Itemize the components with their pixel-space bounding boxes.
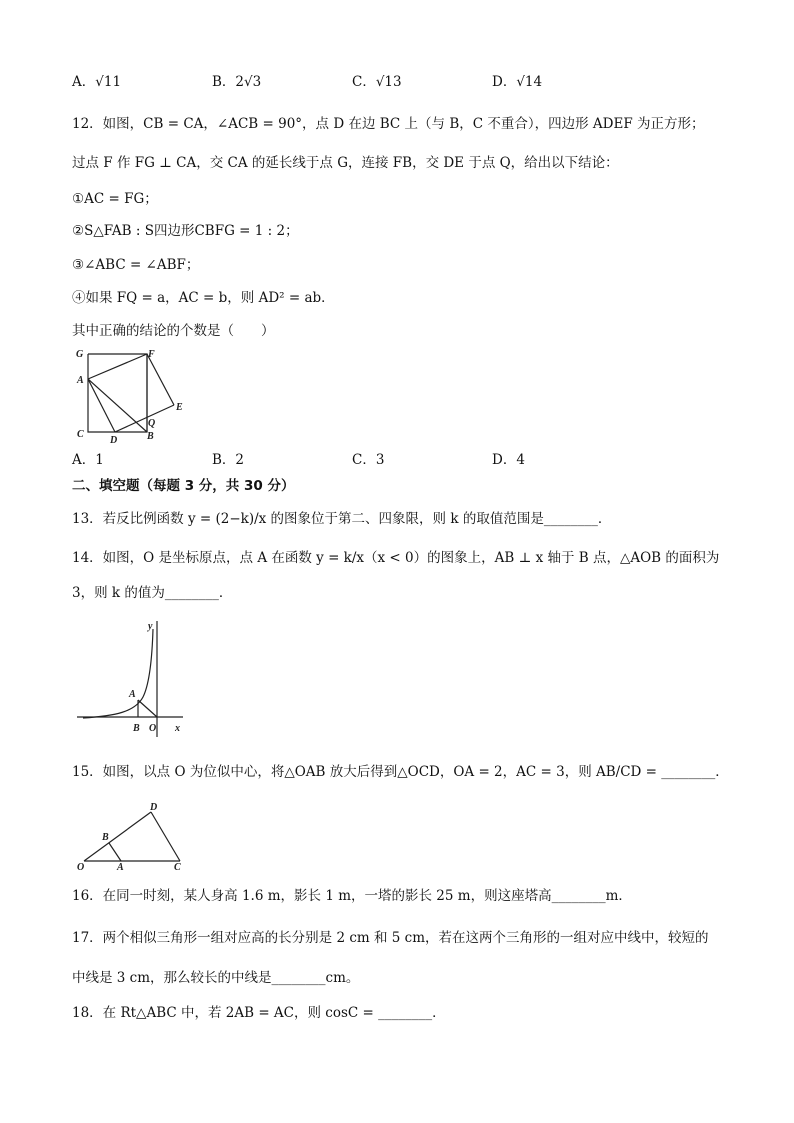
q12-option-d: D．4 [492, 452, 525, 468]
segment-ba [109, 843, 121, 861]
q12-option-a: A．1 [72, 452, 104, 468]
label-c: C [77, 429, 84, 440]
q15-figure [76, 800, 186, 870]
q12-conclusion-1: ①AC = FG； [72, 191, 158, 207]
q12-figure [72, 346, 190, 446]
q13-text: 13．若反比例函数 y = (2−k)/x 的图象位于第二、四象限，则 k 的取值范围是________． [72, 511, 612, 527]
label-o: O [149, 723, 157, 734]
q14-line2: 3，则 k 的值为________． [72, 585, 233, 601]
q12-stem-line1: 12．如图，CB = CA，∠ACB = 90°，点 D 在边 BC 上（与 B，C 不重合），四边形 ADEF 为正方形； [72, 116, 705, 132]
q11-option-c: C．√13 [352, 74, 402, 90]
label-q: Q [148, 418, 156, 429]
label-d: D [110, 435, 118, 446]
q12-conclusion-2: ②S△FAB : S四边形CBFG = 1 : 2； [72, 223, 299, 239]
q12-conclusion-4: ④如果 FQ = a，AC = b，则 AD² = ab． [72, 290, 335, 306]
segment-de [115, 405, 174, 432]
q12-question: 其中正确的结论的个数是（ ） [72, 323, 275, 339]
label-x: x [175, 723, 180, 734]
section-title: 二、填空题（每题 3 分，共 30 分） [72, 478, 295, 494]
label-d: D [150, 802, 158, 813]
label-b: B [102, 832, 109, 843]
segment-ad [88, 379, 115, 432]
q11-option-d: D．√14 [492, 74, 543, 90]
q16-text: 16．在同一时刻，某人身高 1.6 m，影长 1 m，一塔的影长 25 m，则这座塔高________m． [72, 888, 632, 904]
label-f: F [148, 349, 155, 360]
label-g: G [76, 349, 84, 360]
q17-line1: 17．两个相似三角形一组对应高的长分别是 2 cm 和 5 cm，若在这两个三角形的一组对应中线中，较短的 [72, 930, 709, 946]
label-a: A [77, 375, 84, 386]
q18-text: 18．在 Rt△ABC 中，若 2AB = AC，则 cosC = ________． [72, 1005, 446, 1021]
segment-ao [138, 700, 157, 717]
q12-option-c: C．3 [352, 452, 385, 468]
q11-option-b: B．2√3 [212, 74, 262, 90]
q14-line1: 14．如图，O 是坐标原点，点 A 在函数 y = k/x（x < 0）的图象上，AB ⊥ x 轴于 B 点，△AOB 的面积为 [72, 550, 720, 566]
label-o: O [77, 862, 85, 870]
segment-dc [151, 812, 180, 861]
segment-ef [147, 354, 174, 405]
q11-option-a: A．√11 [72, 74, 122, 90]
label-a: A [117, 862, 124, 870]
label-y: y [148, 621, 153, 632]
q12-option-b: B．2 [212, 452, 245, 468]
label-b: B [133, 723, 140, 734]
q14-figure [75, 617, 190, 739]
label-e: E [176, 402, 183, 413]
q12-conclusion-3: ③∠ABC = ∠ABF； [72, 257, 200, 273]
label-c: C [174, 862, 181, 870]
segment-ab [88, 379, 147, 432]
segment-fa [88, 354, 147, 379]
q15-text: 15．如图，以点 O 为位似中心，将△OAB 放大后得到△OCD，OA = 2，AC = 3，则 AB/CD = ________． [72, 764, 729, 780]
q12-stem-line2: 过点 F 作 FG ⊥ CA，交 CA 的延长线于点 G，连接 FB，交 DE 于点 Q，给出以下结论： [72, 155, 619, 171]
label-b: B [147, 431, 154, 442]
q12-square-outline [88, 354, 147, 432]
q17-line2: 中线是 3 cm，那么较长的中线是________cm。 [72, 970, 360, 986]
label-a: A [129, 689, 136, 700]
segment-od [84, 812, 151, 861]
